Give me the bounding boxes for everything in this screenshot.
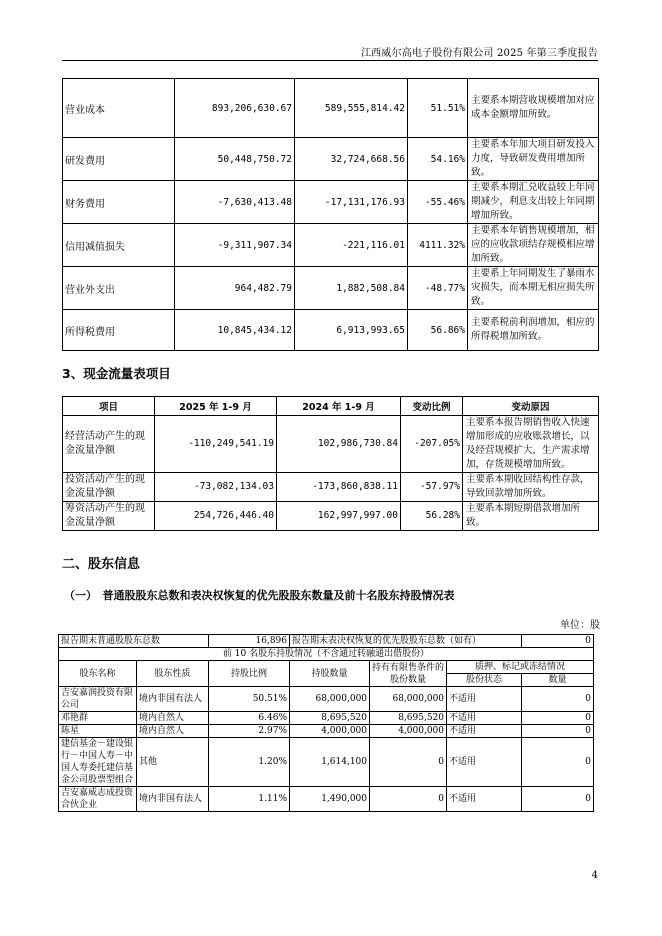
holder-restricted: 8,695,520 [370, 712, 447, 725]
holder-restricted: 68,000,000 [370, 687, 447, 712]
prior-cell: -17,131,176.93 [295, 181, 408, 224]
header-divider [62, 60, 598, 61]
holder-name: 吉安嘉润投资有限公司 [59, 687, 137, 712]
prior-cell: 1,882,508.84 [295, 267, 408, 310]
header-ratio: 持股比例 [209, 661, 290, 687]
table-row [63, 502, 599, 531]
report-header-title: 江西威尔高电子股份有限公司 2025 年第三季度报告 [360, 48, 598, 59]
holder-restricted: 0 [370, 738, 447, 787]
prior-cell: -221,116.01 [295, 224, 408, 267]
table-row [59, 738, 594, 787]
table-row [59, 687, 594, 712]
holder-nature: 境内非国有法人 [137, 787, 209, 812]
ratio-cell: -55.46% [408, 181, 468, 224]
holder-qty: 1,614,100 [290, 738, 370, 787]
cashflow-table [62, 396, 599, 531]
current-cell: -9,311,907.34 [175, 224, 295, 267]
table-row [63, 267, 599, 310]
table-row [63, 416, 599, 473]
ratio-cell: -48.77% [408, 267, 468, 310]
header-name: 股东名称 [59, 661, 137, 687]
reason-cell: 主要系本年加大项目研发投入力度，导致研发费用增加所致。 [468, 138, 599, 181]
holder-count: 0 [522, 725, 594, 738]
header-reason: 变动原因 [463, 397, 599, 416]
current-cell: 893,206,630.67 [175, 79, 295, 138]
header-ratio: 变动比例 [401, 397, 463, 416]
prior-cell: 162,997,997.00 [277, 502, 401, 531]
holder-count: 0 [522, 687, 594, 712]
unit-label: 单位：股 [560, 620, 600, 631]
holder-status: 不适用 [447, 712, 522, 725]
holder-count: 0 [522, 738, 594, 787]
item-cell: 研发费用 [63, 138, 175, 181]
holder-restricted: 0 [370, 787, 447, 812]
header-current: 2025 年 1-9 月 [155, 397, 277, 416]
current-cell: 10,845,434.12 [175, 310, 295, 351]
item-cell: 所得税费用 [63, 310, 175, 351]
holder-restricted: 4,000,000 [370, 725, 447, 738]
table-row [63, 473, 599, 502]
item-cell: 营业成本 [63, 79, 175, 138]
current-cell: -110,249,541.19 [155, 416, 277, 473]
holder-ratio: 2.97% [209, 725, 290, 738]
total-holders-value: 16,896 [209, 635, 290, 648]
current-cell: -7,630,413.48 [175, 181, 295, 224]
holder-nature: 境内自然人 [137, 712, 209, 725]
header-qty: 持股数量 [290, 661, 370, 687]
reason-cell: 主要系本期营收规模增加对应成本金额增加所致。 [468, 79, 599, 138]
top10-caption-row [59, 648, 594, 661]
header-status: 股份状态 [447, 674, 522, 687]
current-cell: 254,726,446.40 [155, 502, 277, 531]
prior-cell: 102,986,730.84 [277, 416, 401, 473]
holder-ratio: 50.51% [209, 687, 290, 712]
holder-count: 0 [522, 712, 594, 725]
table-header-row [63, 397, 599, 416]
holder-nature: 其他 [137, 738, 209, 787]
ratio-cell: 56.28% [401, 502, 463, 531]
preferred-holders-value: 0 [522, 635, 594, 648]
holder-count: 0 [522, 787, 594, 812]
current-cell: 964,482.79 [175, 267, 295, 310]
header-prior: 2024 年 1-9 月 [277, 397, 401, 416]
reason-cell: 主要系上年同期发生了暴雨水灾损失，而本期无相应损失所致。 [468, 267, 599, 310]
table-row [63, 310, 599, 351]
table-row [59, 787, 594, 812]
income-change-table [62, 78, 599, 351]
table-row [63, 224, 599, 267]
preferred-holders-label: 报告期末表决权恢复的优先股股东总数（如有） [290, 635, 522, 648]
item-cell: 筹资活动产生的现金流量净额 [63, 502, 155, 531]
header-nature: 股东性质 [137, 661, 209, 687]
holder-qty: 4,000,000 [290, 725, 370, 738]
holder-ratio: 6.46% [209, 712, 290, 725]
holder-name: 吉安嘉威志成投资合伙企业 [59, 787, 137, 812]
prior-cell: 32,724,668.56 [295, 138, 408, 181]
item-cell: 经营活动产生的现金流量净额 [63, 416, 155, 473]
shareholder-table [58, 634, 594, 812]
table-row [63, 138, 599, 181]
holder-status: 不适用 [447, 687, 522, 712]
holder-ratio: 1.11% [209, 787, 290, 812]
reason-cell: 主要系本期收回结构性存款，导致回款增加所致。 [463, 473, 599, 502]
table-row [59, 725, 594, 738]
holder-name: 邓艳群 [59, 712, 137, 725]
table-row [63, 79, 599, 138]
shareholder-section-title: 二、股东信息 [62, 557, 141, 572]
table-header-row [59, 661, 594, 674]
current-cell: -73,082,134.03 [155, 473, 277, 502]
holder-nature: 境内非国有法人 [137, 687, 209, 712]
item-cell: 财务费用 [63, 181, 175, 224]
header-pledge: 质押、标记或冻结情况 [447, 661, 594, 674]
holder-status: 不适用 [447, 787, 522, 812]
table-row [59, 712, 594, 725]
reason-cell: 主要系税前利润增加，相应的所得税增加所致。 [468, 310, 599, 351]
header-count: 数量 [522, 674, 594, 687]
shareholder-subtitle: （一） 普通股股东总数和表决权恢复的优先股股东数量及前十名股东持股情况表 [64, 589, 455, 602]
prior-cell: 6,913,993.65 [295, 310, 408, 351]
reason-cell: 主要系本年销售规模增加，相应的应收款项结存规模相应增加所致。 [468, 224, 599, 267]
holder-status: 不适用 [447, 738, 522, 787]
ratio-cell: 56.86% [408, 310, 468, 351]
ratio-cell: 4111.32% [408, 224, 468, 267]
header-item: 项目 [63, 397, 155, 416]
total-holders-row [59, 635, 594, 648]
top10-caption: 前 10 名股东持股情况（不含通过转融通出借股份） [59, 648, 594, 661]
item-cell: 信用减值损失 [63, 224, 175, 267]
holder-qty: 8,695,520 [290, 712, 370, 725]
ratio-cell: -207.05% [401, 416, 463, 473]
cashflow-section-title: 3、现金流量表项目 [62, 366, 171, 381]
reason-cell: 主要系本期短期借款增加所致。 [463, 502, 599, 531]
current-cell: 50,448,750.72 [175, 138, 295, 181]
holder-status: 不适用 [447, 725, 522, 738]
holder-name: 陈星 [59, 725, 137, 738]
page-number: 4 [591, 870, 598, 881]
ratio-cell: -57.97% [401, 473, 463, 502]
holder-name: 建信基金－建设银行－中国人寿－中国人寿委托建信基金公司股票型组合 [59, 738, 137, 787]
header-restricted: 持有有限售条件的股份数量 [370, 661, 447, 687]
reason-cell: 主要系本期汇兑收益较上年同期减少，利息支出较上年同期增加所致。 [468, 181, 599, 224]
item-cell: 营业外支出 [63, 267, 175, 310]
holder-qty: 1,490,000 [290, 787, 370, 812]
table-row [63, 181, 599, 224]
ratio-cell: 54.16% [408, 138, 468, 181]
item-cell: 投资活动产生的现金流量净额 [63, 473, 155, 502]
prior-cell: -173,860,838.11 [277, 473, 401, 502]
prior-cell: 589,555,814.42 [295, 79, 408, 138]
holder-nature: 境内自然人 [137, 725, 209, 738]
holder-ratio: 1.20% [209, 738, 290, 787]
total-holders-label: 报告期末普通股股东总数 [59, 635, 209, 648]
ratio-cell: 51.51% [408, 79, 468, 138]
reason-cell: 主要系本报告期销售收入快速增加形成的应收账款增长，以及经营规模扩大，生产需求增加，存货规模增加所致。 [463, 416, 599, 473]
holder-qty: 68,000,000 [290, 687, 370, 712]
